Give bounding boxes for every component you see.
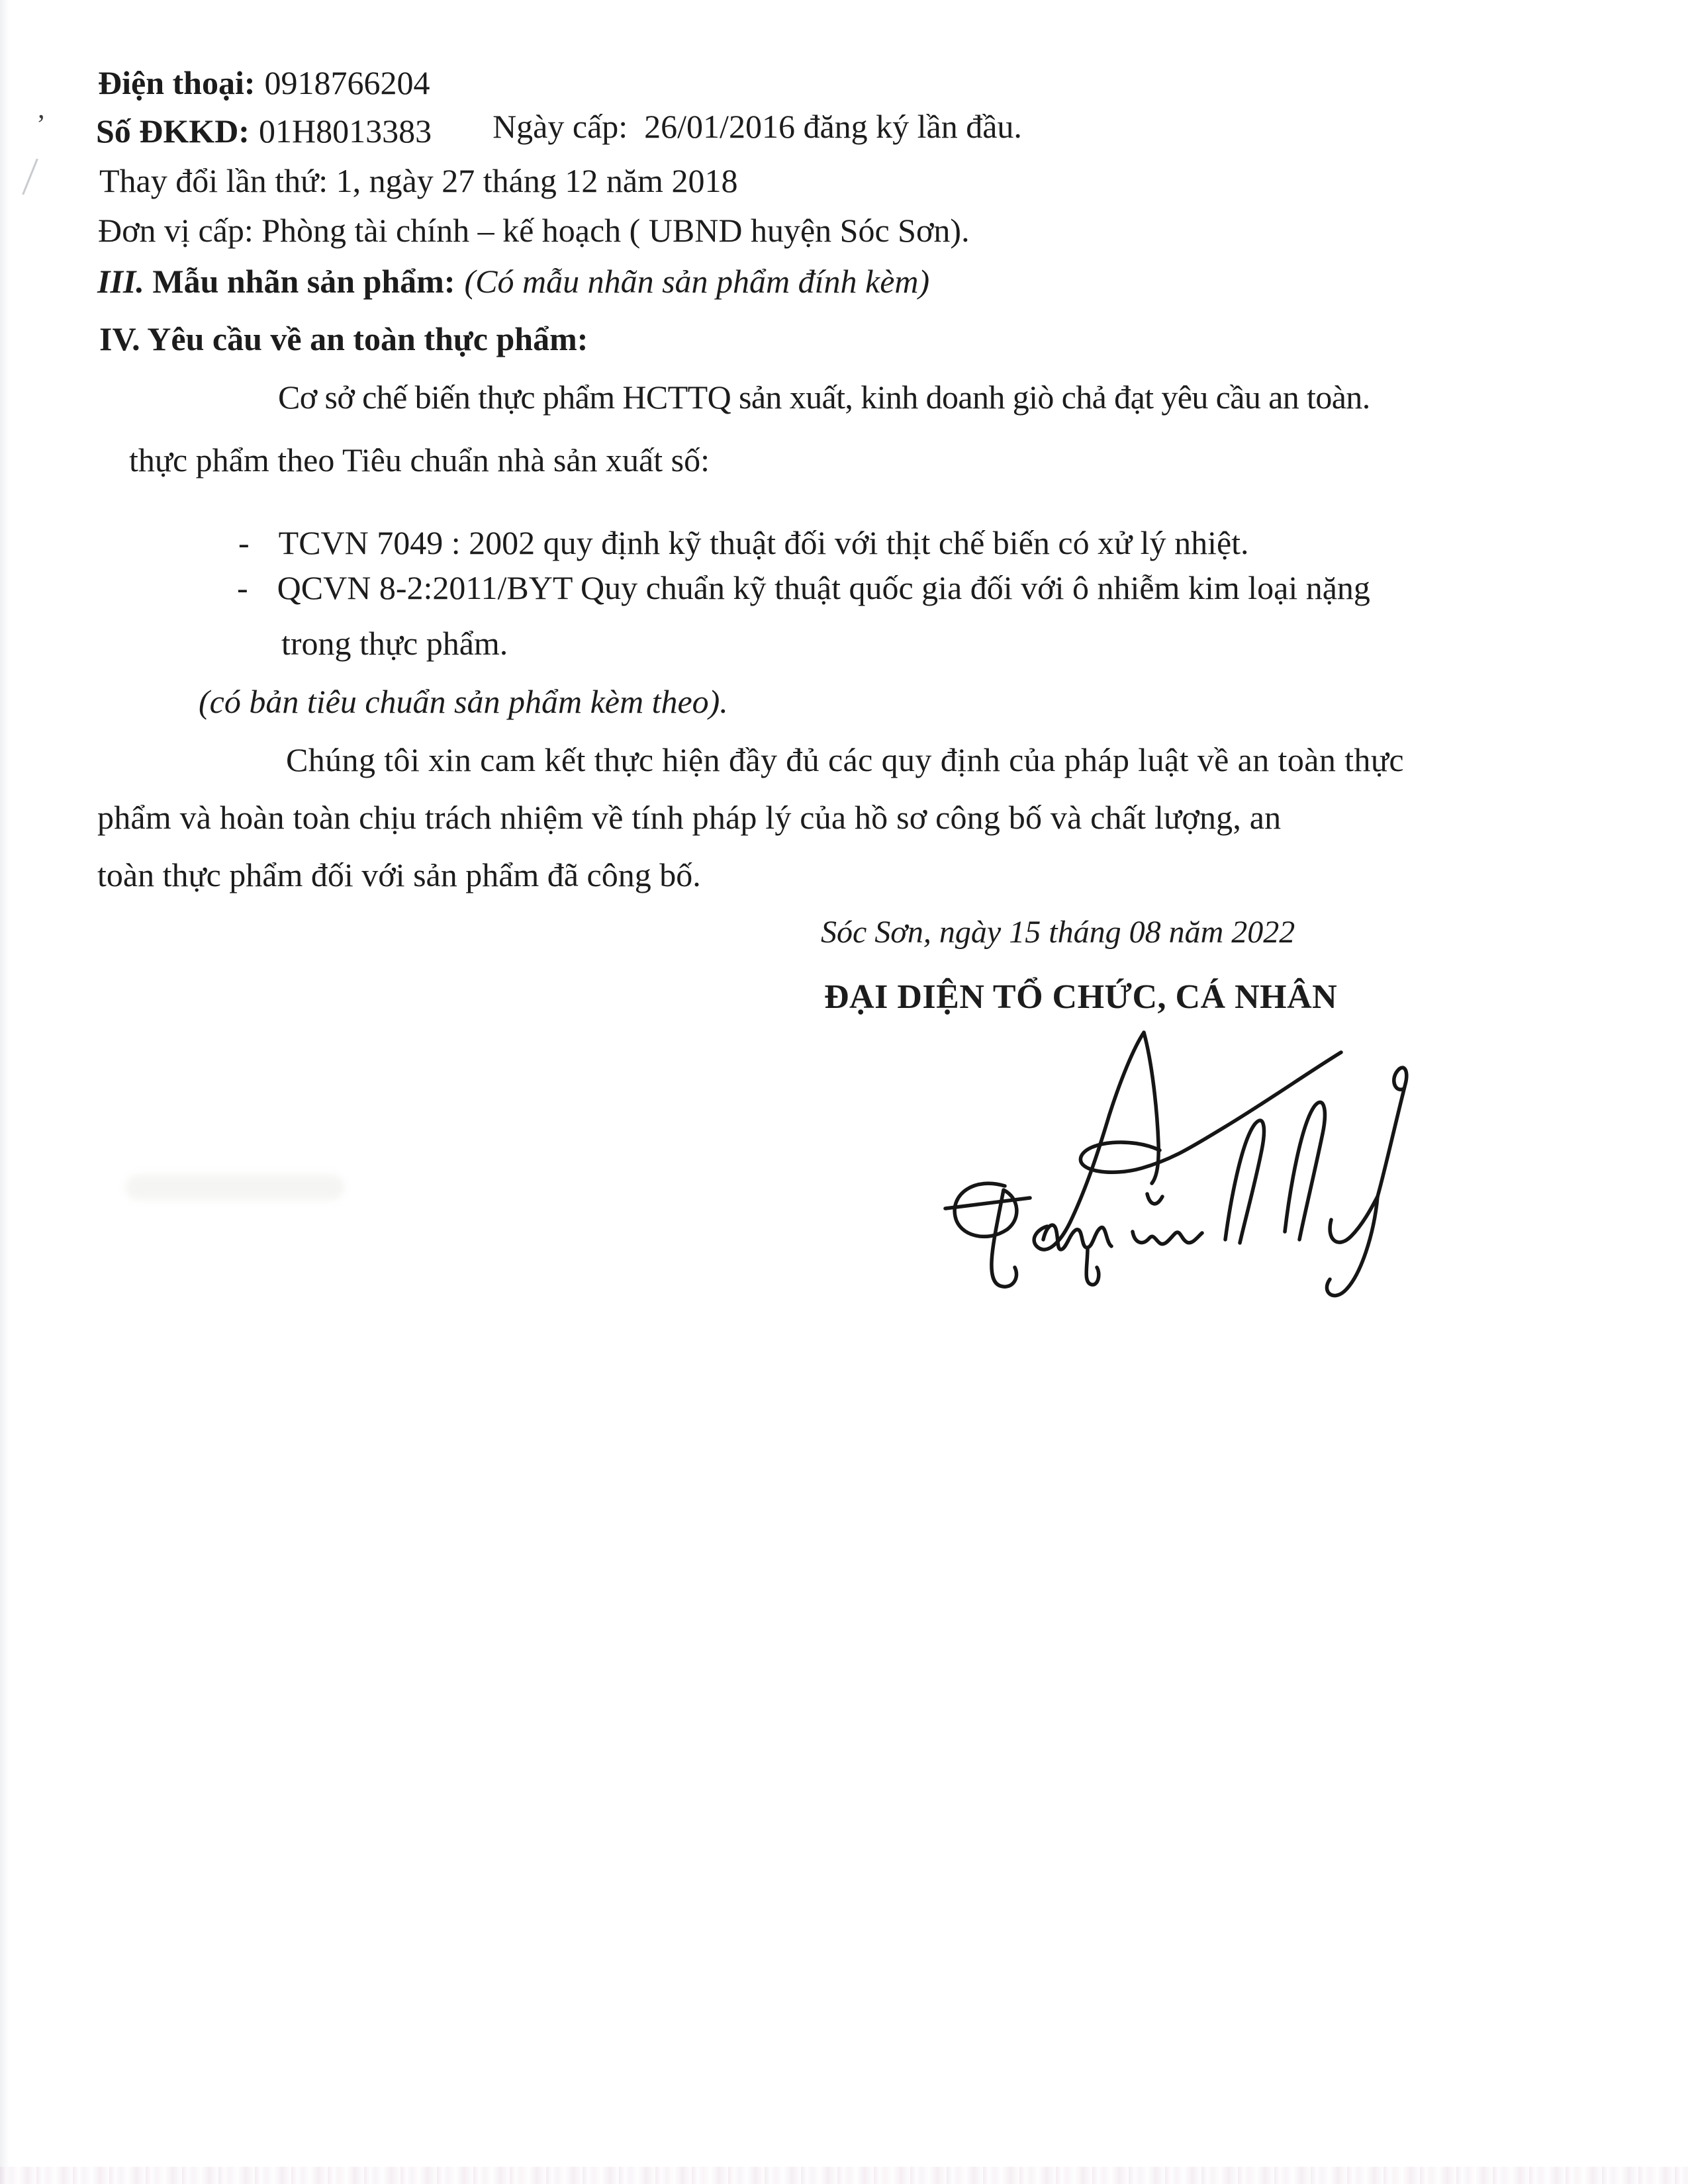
representative-title: ĐẠI DIỆN TỔ CHỨC, CÁ NHÂN [824,978,1338,1016]
amendment-line: Thay đổi lần thứ: 1, ngày 27 tháng 12 năm 2018 [99,162,738,199]
issue-date-label: Ngày cấp: [492,108,628,145]
scan-smudge [126,1175,344,1200]
date-place-line: Sóc Sơn, ngày 15 tháng 08 năm 2022 [821,915,1295,950]
commitment-line3: toàn thực phẩm đối với sản phẩm đã công bố. [97,856,701,893]
issue-date [492,107,1022,146]
bullet-dash: - [237,569,248,606]
signature-stroke [1144,1032,1158,1183]
registration-value: 01H8013383 [258,113,432,150]
attachment-note: (có bản tiêu chuẩn sản phẩm kèm theo). [199,683,728,720]
signature-stroke [1225,1120,1264,1243]
phone-label: Điện thoại: [98,64,256,101]
handwritten-signature [914,1021,1417,1305]
scan-edge-tint [0,0,9,2184]
signature-stroke [1285,1102,1325,1240]
bullet-2-text: QCVN 8-2:2011/BYT Quy chuẩn kỹ thuật quốc gia đối với ô nhiễm kim loại nặng [277,569,1370,606]
scan-slash-mark [22,159,38,195]
signature-stroke [1133,1232,1202,1244]
bullet-item-2 [237,568,1370,608]
scan-speck: ’ [36,110,46,140]
section3-heading [97,261,929,301]
signature-stroke [1378,1068,1407,1197]
commitment-line2: phẩm và hoàn toàn chịu trách nhiệm về tính pháp lý của hồ sơ công bố và chất lượng, an [97,799,1282,836]
bullet-dash: - [238,524,250,561]
section3-numeral: III. [97,263,144,300]
registration-label: Số ĐKKD: [96,113,250,150]
phone-line [98,63,430,103]
bullet-1-text: TCVN 7049 : 2002 quy định kỹ thuật đối với thịt chế biến có xử lý nhiệt. [278,524,1249,561]
section4-heading: IV. Yêu cầu về an toàn thực phẩm: [99,320,588,357]
para1-line1: Cơ sở chế biến thực phẩm HCTTQ sản xuất, kinh doanh giò chả đạt yêu cầu an toàn. [278,379,1370,416]
signature-stroke [1147,1194,1162,1204]
signature-stroke [1086,1248,1099,1285]
section3-note: (Có mẫu nhãn sản phẩm đính kèm) [464,263,930,300]
phone-value: 0918766204 [264,64,430,101]
signature-stroke [1080,1052,1341,1172]
para1-line2: thực phẩm theo Tiêu chuẩn nhà sản xuất số: [129,441,710,478]
commitment-line1: Chúng tôi xin cam kết thực hiện đầy đủ các quy định của pháp luật về an toàn thực [286,741,1404,778]
bullet-item-1 [238,523,1249,563]
scan-bottom-noise [0,2167,1688,2184]
registration-line [96,108,1022,151]
section3-title: Mẫu nhãn sản phẩm: [144,263,455,300]
issue-date-value: 26/01/2016 đăng ký lần đầu. [644,108,1022,145]
issuer-line: Đơn vị cấp: Phòng tài chính – kế hoạch ( UBND huyện Sóc Sơn). [98,212,970,249]
bullet-2-continuation: trong thực phẩm. [281,625,508,662]
